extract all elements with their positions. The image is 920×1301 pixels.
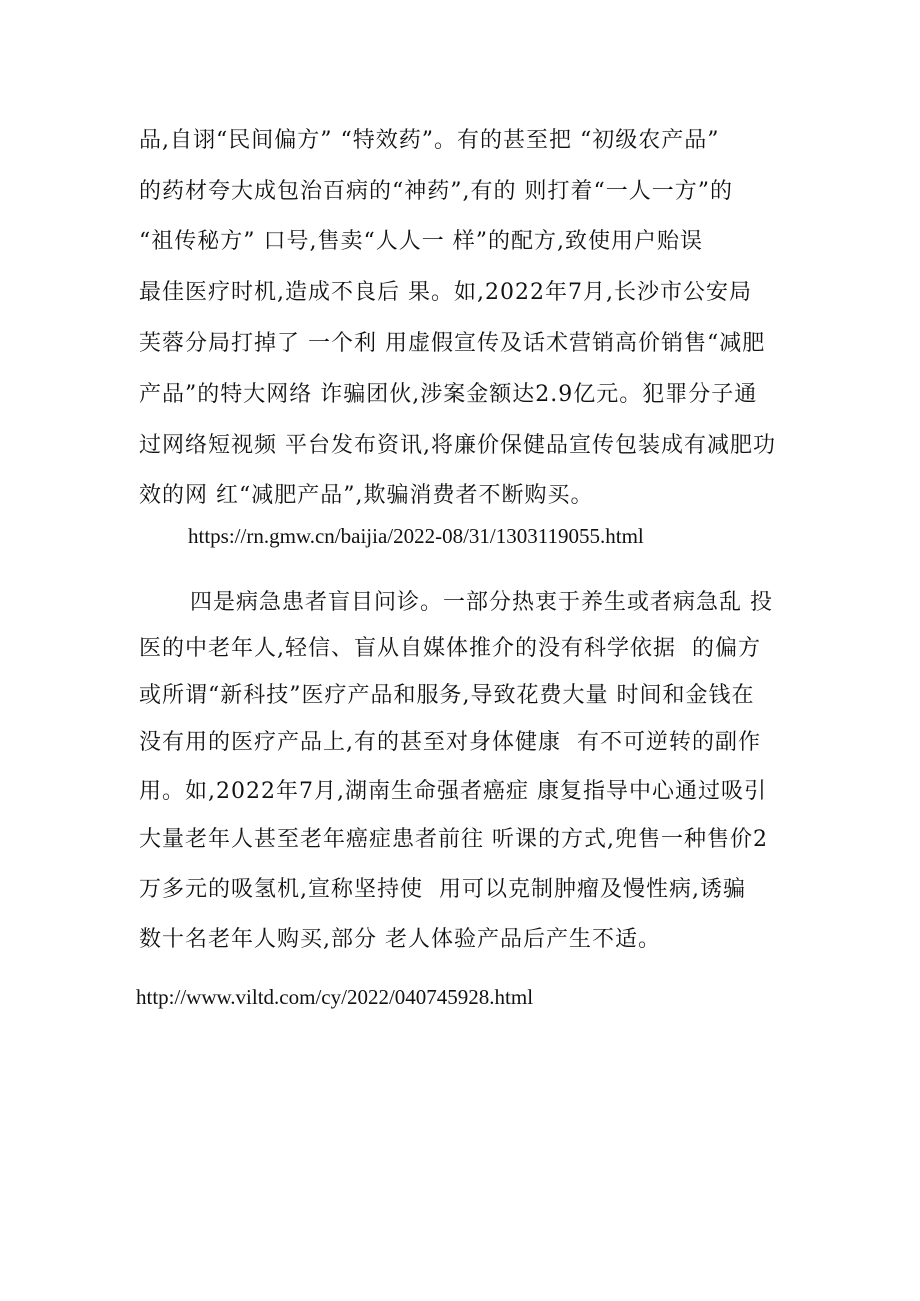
- paragraph-line: 过网络短视频 平台发布资讯,将廉价保健品宣传包装成有减肥功: [139, 433, 776, 458]
- paragraph-line: “祖传秘方” 口号,售卖“人人一 样”的配方,致使用户贻误: [139, 229, 703, 254]
- paragraph-line: 医的中老年人,轻信、盲从自媒体推介的没有科学依据 的偏方: [139, 636, 761, 661]
- paragraph-line: 产品”的特大网络 诈骗团伙,涉案金额达2.9亿元。犯罪分子通: [139, 382, 758, 407]
- paragraph-line: 芙蓉分局打掉了 一个利 用虚假宣传及话术营销高价销售“减肥: [139, 331, 766, 356]
- source-link-2[interactable]: http://www.viltd.com/cy/2022/040745928.html: [136, 985, 534, 1009]
- paragraph-line: 万多元的吸氢机,宣称坚持使 用可以克制肿瘤及慢性病,诱骗: [139, 877, 746, 902]
- paragraph-line: 的药材夸大成包治百病的“神药”,有的 则打着“一人一方”的: [139, 179, 733, 204]
- paragraph-line: 大量老年人甚至老年癌症患者前往 听课的方式,兜售一种售价2: [139, 827, 768, 852]
- source-link-1[interactable]: https://rn.gmw.cn/baijia/2022-08/31/1303119055.html: [188, 524, 644, 548]
- paragraph-line: 效的网 红“减肥产品”,欺骗消费者不断购买。: [139, 483, 594, 508]
- paragraph-line: 没有用的医疗产品上,有的甚至对身体健康 有不可逆转的副作: [139, 730, 761, 755]
- paragraph-line: 或所谓“新科技”医疗产品和服务,导致花费大量 时间和金钱在: [139, 683, 755, 708]
- paragraph-line: 最佳医疗时机,造成不良后 果。如,2022年7月,长沙市公安局: [139, 280, 752, 305]
- paragraph-line: 四是病急患者盲目问诊。一部分热衷于养生或者病急乱 投: [190, 590, 773, 615]
- paragraph-line: 用。如,2022年7月,湖南生命强者癌症 康复指导中心通过吸引: [139, 779, 767, 804]
- paragraph-line: 品,自诩“民间偏方” “特效药”。有的甚至把 “初级农产品”: [139, 128, 720, 153]
- paragraph-line: 数十名老年人购买,部分 老人体验产品后产生不适。: [139, 927, 661, 952]
